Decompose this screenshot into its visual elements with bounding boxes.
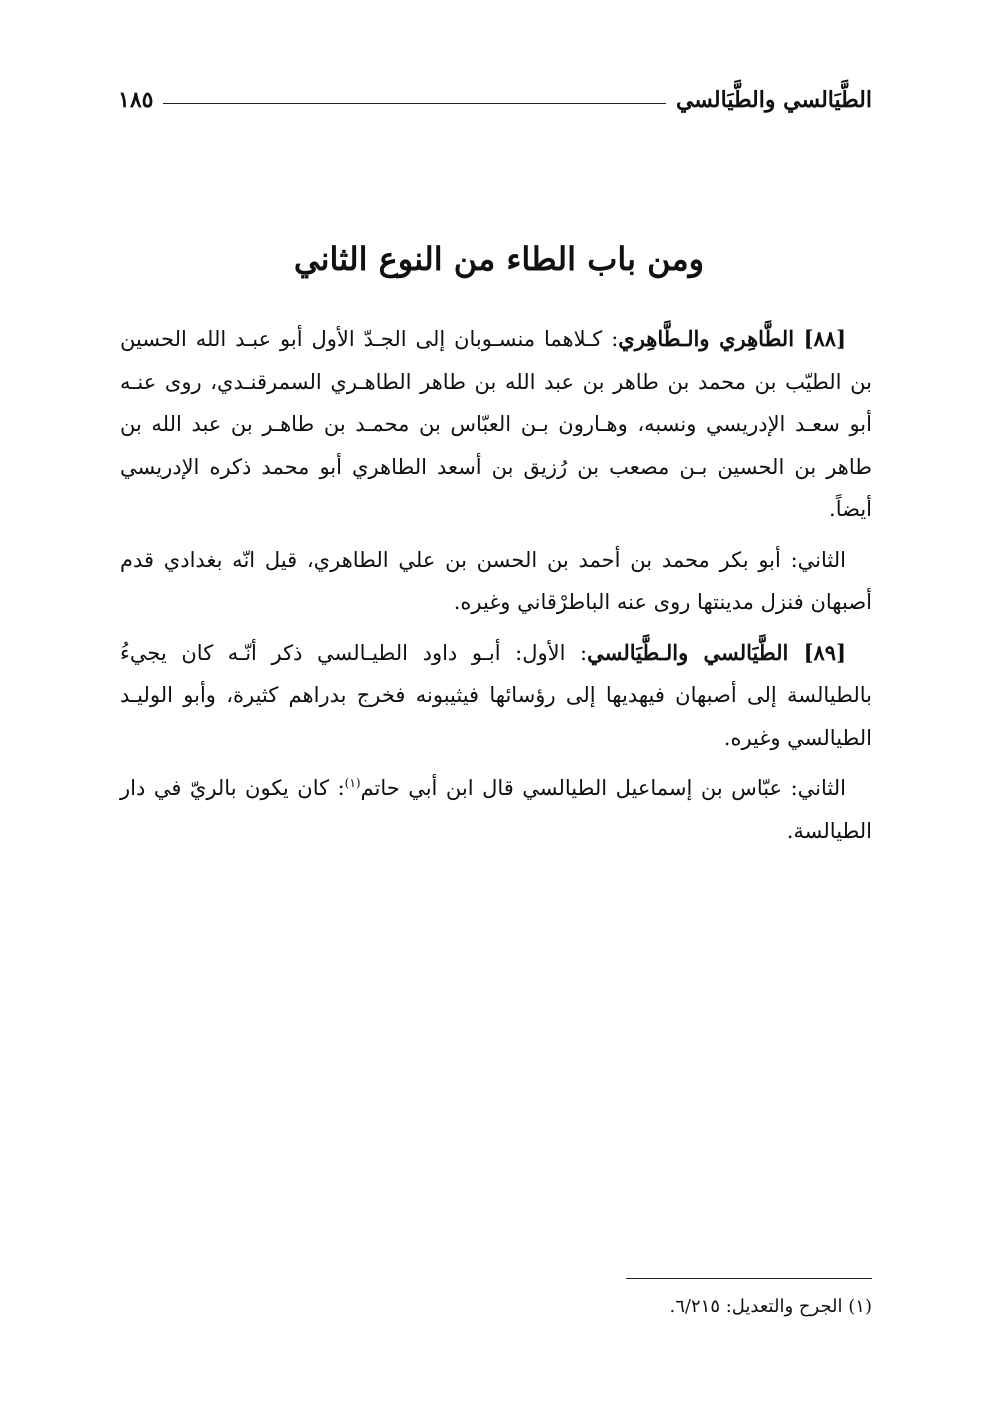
entry-88-second bbox=[120, 539, 872, 624]
footnote-rule bbox=[626, 1278, 872, 1279]
entry-89-heading: [٨٩] الطَّيَالسي والـطَّيَالسي bbox=[587, 639, 847, 665]
footnote-reference: (١) bbox=[344, 776, 361, 790]
body-text bbox=[120, 318, 872, 860]
entry-88 bbox=[120, 318, 872, 531]
entry-88-heading: [٨٨] الطَّاهِري والـطَّاهِري bbox=[618, 326, 847, 351]
running-header bbox=[118, 80, 872, 120]
entry-89 bbox=[120, 632, 872, 760]
entry-88-text: : كـلاهما منسـوبان إلى الجـدّ الأول أبو عبـد الله الحسين بن الطيّب بن محمد بن طاهر بن عبد الله بن طاهر الطاهـري السمرقنـدي، روى عنـه أبو سعـد الإدريسي ونسبه، وهـارون بـن العبّاس بن محمـد بن طاهـر بن عبد الله بن طاهر بن الحسين بـن مصعب بن رُزيق بن أسعد الطاهري أبو محمد ذكره الإدريسي أيضاً. bbox=[120, 327, 872, 521]
header-rule bbox=[163, 103, 666, 104]
page-number: ١٨٥ bbox=[118, 87, 154, 113]
header-title: الطَّيَالسي والطَّيَالسي bbox=[675, 87, 872, 113]
section-title: ومن باب الطاء من النوع الثاني bbox=[293, 240, 705, 278]
entry-89-second bbox=[120, 767, 872, 852]
entry-89-second-text-before: الثاني: عبّاس بن إسماعيل الطيالسي قال ابن أبي حاتم bbox=[360, 776, 846, 800]
entry-88-second-text: الثاني: أبو بكر محمد بن أحمد بن الحسن بن علي الطاهري، قيل انّه بغدادي قدم أصبهان فنزل مدينتها روى عنه الباطرْقاني وغيره. bbox=[120, 547, 872, 614]
footnote: (١) الجرح والتعديل: ٦/٢١٥. bbox=[669, 1296, 872, 1317]
entry-89-second-text-after: : كان يكون بالريّ في دار الطيالسة. bbox=[120, 776, 872, 843]
entry-89-text: : الأول: أبـو داود الطيـالسي ذكر أنّـه كان يجيءُ بالطيالسة إلى أصبهان فيهديها إلى رؤسائها فيثيبونه فخرج بدراهم كثيرة، وأبو الوليـد الطيالسي وغيره. bbox=[120, 640, 872, 750]
